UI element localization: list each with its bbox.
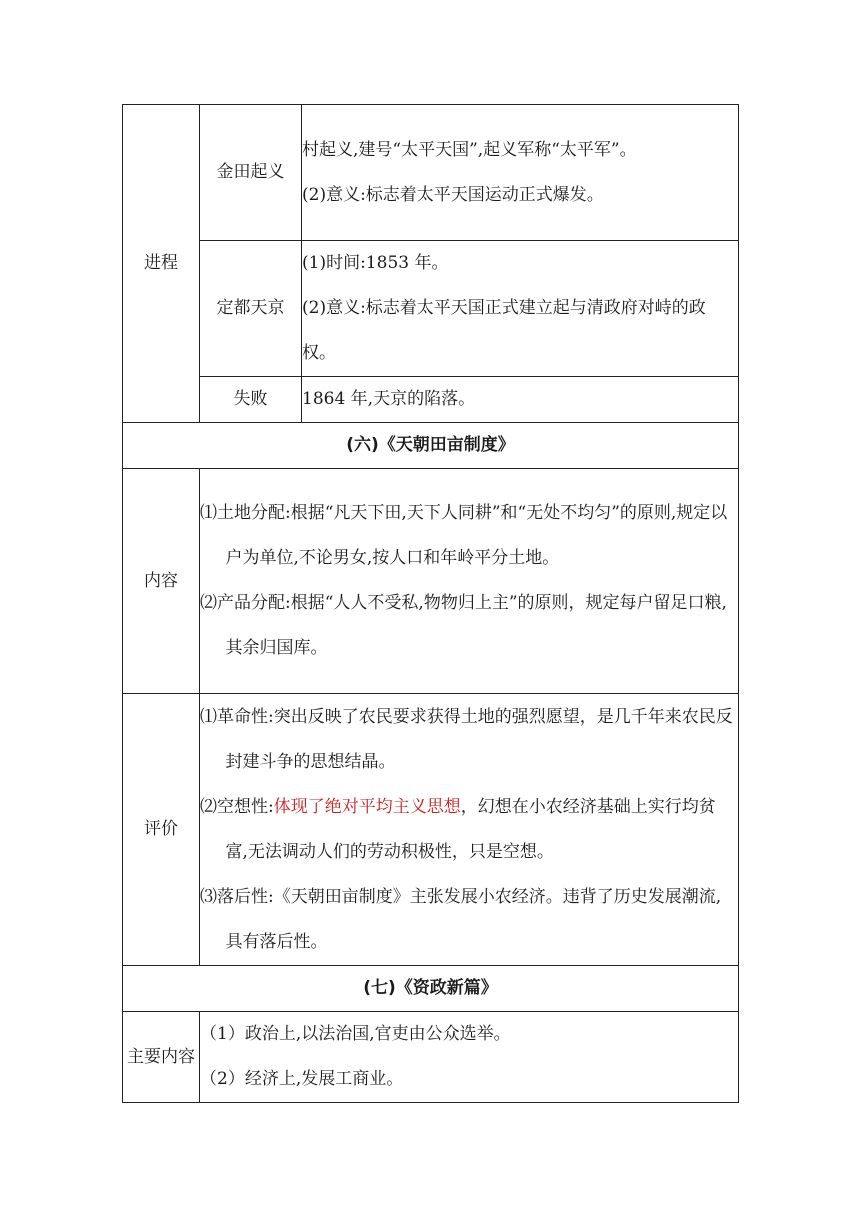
- notes-table: [122, 104, 739, 1103]
- main-content-label: 主要内容: [123, 1012, 200, 1103]
- failure-label: 失败: [200, 377, 302, 423]
- evaluation-item-2-prefix: ⑵空想性:: [200, 796, 274, 817]
- failure-text: 1864 年,天京的陷落。: [302, 377, 739, 423]
- evaluation-item-3: ⑶落后性:《天朝田亩制度》主张发展小农经济。违背了历史发展潮流,具有落后性。: [200, 886, 722, 952]
- jintian-line2: (2)意义:标志着太平天国运动正式爆发。: [302, 184, 604, 205]
- section7-heading: (七)《资政新篇》: [123, 966, 739, 1012]
- row-section6-content: [123, 469, 739, 694]
- row-dingdu: [123, 241, 739, 377]
- section6-heading: (六)《天朝田亩制度》: [123, 423, 739, 469]
- row-section7-heading: [123, 966, 739, 1012]
- jintian-label: 金田起义: [200, 105, 302, 241]
- progress-label: 进程: [123, 105, 200, 423]
- main-content-item-1: （1）政治上,以法治国,官吏由公众选举。: [200, 1024, 511, 1044]
- content-label: 内容: [123, 469, 200, 694]
- section6-evaluation: [200, 694, 739, 966]
- dingdu-line1: (1)时间:1853 年。: [302, 253, 449, 273]
- evaluation-item-1: ⑴革命性:突出反映了农民要求获得土地的强烈愿望，是几千年来农民反封建斗争的思想结晶。: [200, 706, 733, 772]
- main-content-item-2: （2）经济上,发展工商业。: [200, 1069, 404, 1089]
- jintian-line1: 村起义,建号“太平天国”,起义军称“太平军”。: [302, 139, 637, 160]
- row-jintian: [123, 105, 739, 241]
- dingdu-line2: (2)意义:标志着太平天国正式建立起与清政府对峙的政权。: [302, 298, 706, 363]
- content-item-1: ⑴土地分配:根据“凡天下田,天下人同耕”和“无处不均匀”的原则,规定以户为单位,不论男女,按人口和年岭平分土地。: [200, 503, 728, 568]
- dingdu-content: [302, 241, 739, 377]
- row-failure: [123, 377, 739, 423]
- section6-content: [200, 469, 739, 694]
- row-section6-heading: [123, 423, 739, 469]
- evaluation-item-2-rest: ，幻想在小农经济基础上实行均贫富,无法调动人们的劳动积极性，只是空想。: [225, 796, 716, 862]
- section7-content: [200, 1012, 739, 1103]
- row-section7-content: [123, 1012, 739, 1103]
- jintian-content: [302, 105, 739, 241]
- evaluation-item-2: [200, 785, 738, 875]
- evaluation-item-2-highlight: 体现了绝对平均主义思想: [273, 796, 461, 817]
- evaluation-label: 评价: [123, 694, 200, 966]
- row-section6-evaluation: [123, 694, 739, 966]
- dingdu-label: 定都天京: [200, 241, 302, 377]
- content-item-2: ⑵产品分配:根据“人人不受私,物物归上主”的原则，规定每户留足口粮,其余归国库。: [200, 593, 727, 658]
